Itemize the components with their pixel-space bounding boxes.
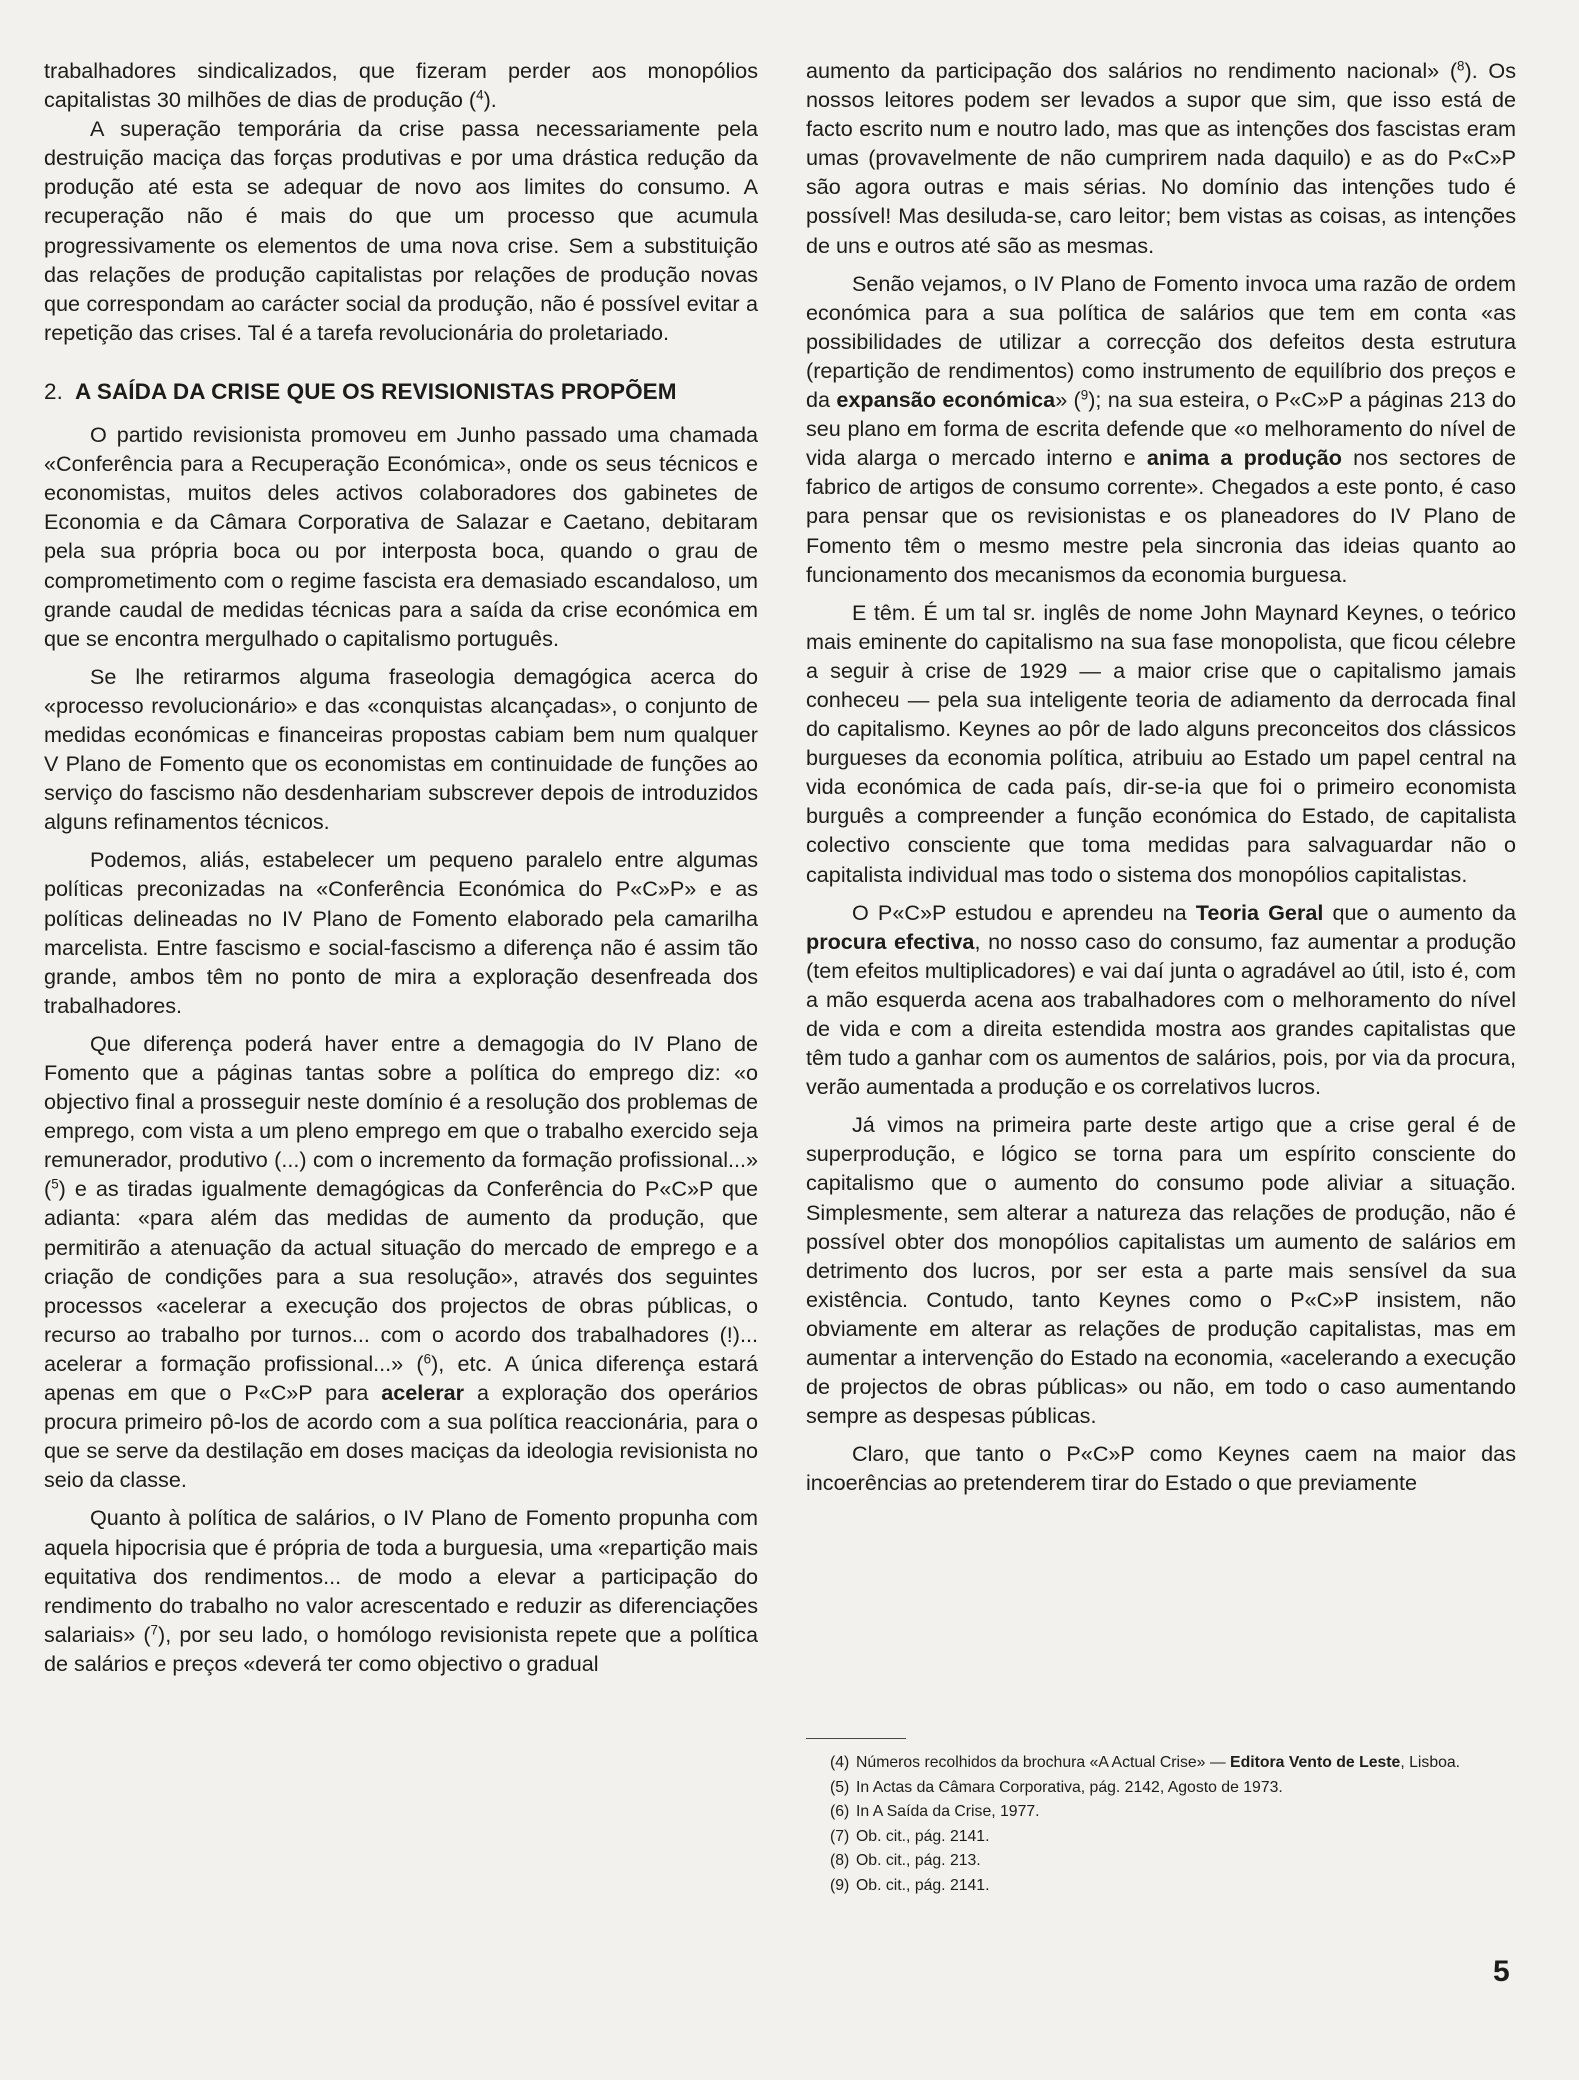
page-number: 5: [1493, 1955, 1510, 1988]
paragraph: Já vimos na primeira parte deste artigo que a crise geral é de superprodução, e lógico se torna para um espírito consciente do capitalismo que o aumento do consumo pode aliviar a situação. Simplesmente, sem alterar a natureza das relações de produção, não é possível obter dos monopólios capitalistas um aumento de salários em detrimento dos lucros, por ser esta a parte mais sensível da sua existência. Contudo, tanto Keynes como o P«C»P insistem, não obviamente em alterar as relações de produção capitalistas, mas em aumentar a intervenção do Estado na economia, «acelerando a execução de projectos de obras públicas» ou não, em todo o caso aumentando sempre as despesas públicas.: [806, 1112, 1516, 1429]
footnote-divider: [806, 1738, 906, 1739]
footnote-ref[interactable]: 7: [150, 1622, 158, 1638]
right-column: [806, 56, 1516, 1498]
paragraph: Podemos, aliás, estabelecer um pequeno paralelo entre algumas políticas preconizadas na «Conferência Económica do P«C»P» e as políticas delineadas no IV Plano de Fomento elaborado pela camarilha marcelista. Entre fascismo e social-fascismo a diferença não é assim tão grande, ambos têm no ponto de mira a exploração desenfreada dos trabalhadores.: [44, 847, 758, 1018]
footnote-ref[interactable]: 9: [1080, 387, 1089, 403]
paragraph: Senão vejamos, o IV Plano de Fomento invoca uma razão de ordem económica para a sua política de salários que tem em conta «as possibilidades de utilizar a correcção dos defeitos desta estrutura (repartição de rendimentos) como instrumento de equilíbrio dos preços e da expansão económica» ($^9$); na sua esteira, o P«C»P a páginas 213 do seu plano em forma de escrita defende que «o melhoramento do nível de vida alarga o mercado interno e anima a produção nos sectores de fabrico de artigos de consumo corrente». Chegados a este ponto, é caso para pensar que os revisionistas e os planeadores do IV Plano de Fomento têm o mesmo mestre pela sincronia das ideias quanto ao funcionamento dos mecanismos da economia burguesa.: [806, 270, 1516, 587]
footnote-ref[interactable]: 5: [51, 1177, 59, 1193]
paragraph: aumento da participação dos salários no rendimento nacional» ($^8$). Os nossos leitores podem ser levados a supor que sim, que isso está de facto escrito num e noutro lado, mas que as intenções dos fascistas eram umas (provavelmente de não cumprirem nada daquilo) e as do P«C»P são agora outras e mais sérias. No domínio das intenções tudo é possível! Mas desiluda-se, caro leitor; bem vistas as coisas, as intenções de uns e outros até são as mesmas.: [806, 58, 1516, 258]
paragraph: O P«C»P estudou e aprendeu na Teoria Geral que o aumento da procura efectiva, no nosso caso do consumo, faz aumentar a produção (tem efeitos multiplicadores) e vai daí junta o agradável ao útil, isto é, com a mão esquerda acena aos trabalhadores com o melhoramento do nível de vida e com a direita estendida mostra aos grandes capitalistas que têm tudo a ganhar com os aumentos de salários, pois, por via da procura, verão aumentada a produção e os correlativos lucros.: [806, 899, 1517, 1100]
paragraph: Claro, que tanto o P«C»P como Keynes caem na maior das incoerências ao pretenderem tirar do Estado o que previamente: [806, 1441, 1516, 1496]
section-number: 2.: [44, 378, 63, 404]
section-title: A SAÍDA DA CRISE QUE OS REVISIONISTAS PROPÕEM: [74, 378, 677, 404]
footnote-ref[interactable]: 6: [423, 1351, 432, 1367]
emphasis: expansão económica: [836, 387, 1056, 413]
footnote-ref[interactable]: 4: [476, 87, 484, 103]
left-column: [44, 56, 758, 1678]
footnote: (8) Ob. cit., pág. 213.: [830, 1852, 981, 1870]
footnote: (6) In A Saída da Crise, 1977.: [830, 1803, 1040, 1821]
paragraph: E têm. É um tal sr. inglês de nome John Maynard Keynes, o teórico mais eminente do capitalismo na sua fase monopolista, que ficou célebre a seguir à crise de 1929 — a maior crise que o capitalismo jamais conheceu — pela sua inteligente teoria de adiamento da derrocada final do capitalismo. Keynes ao pôr de lado alguns preconceitos dos clássicos burgueses da economia política, atribuiu ao Estado um papel central na vida económica de cada país, dir-se-ia que foi o primeiro economista burguês a compreender a função económica do Estado, de capitalista colectivo consciente que toma medidas para salvaguardar não o capitalista individual mas todo o sistema dos monopólios capitalistas.: [806, 599, 1516, 887]
emphasis: anima a produção: [1146, 445, 1342, 471]
paragraph: Quanto à política de salários, o IV Plano de Fomento propunha com aquela hipocrisia que é própria de toda a burguesia, uma «repartição mais equitativa dos rendimentos... de modo a elevar a participação do rendimento do trabalho no valor acrescentado e reduzir as diferenciações salariais» ($^7$), por seu lado, o homólogo revisionista repete que a política de salários e preços «deverá ter como objectivo o gradual: [44, 1505, 758, 1676]
footnote: (5) In Actas da Câmara Corporativa, pág. 2142, Agosto de 1973.: [830, 1778, 1283, 1796]
paragraph: O partido revisionista promoveu em Junho passado uma chamada «Conferência para a Recuperação Económica», onde os seus técnicos e economistas, muitos deles activos colaboradores dos gabinetes de Economia e da Câmara Corporativa de Salazar e Caetano, debitaram pela sua própria boca ou por interposta boca, quando o grau de comprometimento com o regime fascista era demasiado escandaloso, um grande caudal de medidas técnicas para a saída da crise económica em que se encontra mergulhado o capitalismo português.: [44, 422, 758, 651]
paragraph: A superação temporária da crise passa necessariamente pela destruição maciça das forças produtivas e por uma drástica redução da produção até esta se adequar de novo aos limites do consumo. A recuperação não é mais do que um processo que acumula progressivamente os elementos de uma nova crise. Sem a substituição das relações de produção capitalistas por relações de produção novas que correspondam ao carácter social da produção, não é possível evitar a repetição das crises. Tal é a tarefa revolucionária do proletariado.: [44, 116, 758, 345]
footnote: (9) Ob. cit., pág. 2141.: [830, 1876, 990, 1894]
emphasis: acelerar: [381, 1380, 465, 1406]
paragraph: Que diferença poderá haver entre a demagogia do IV Plano de Fomento que a páginas tantas sobre a política do emprego diz: «o objectivo final a prosseguir neste domínio é a resolução dos problemas de emprego, com vista a um pleno emprego em que o trabalho exercido seja remunerador, produtivo (...) com o incremento da formação profissional...» ($^5$) e as tiradas igualmente demagógicas da Conferência do P«C»P que adianta: «para além das medidas de aumento da produção, que permitirão a atenuação da actual situação do mercado de emprego e a criação de condições para a sua resolução», através dos seguintes processos «acelerar a execução dos projectos de obras públicas, o recurso ao trabalho por turnos... com o acordo dos trabalhadores (!)... acelerar a formação profissional...» ($^6$), etc. A única diferença estará apenas em que o P«C»P para acelerar a exploração dos operários procura primeiro pô-los de acordo com a sua política reaccionária, para o que se serve da destilação em doses maciças da ideologia revisionista no seio da classe.: [44, 1030, 758, 1493]
paragraph: Se lhe retirarmos alguma fraseologia demagógica acerca do «processo revolucionário» e das «conquistas alcançadas», o conjunto de medidas económicas e financeiras propostas cabiam bem num qualquer V Plano de Fomento que os economistas em continuidade de funções ao serviço do fascismo não desdenhariam subscrever depois de introduzidos alguns refinamentos técnicos.: [44, 663, 758, 835]
paragraph: trabalhadores sindicalizados, que fizeram perder aos monopólios capitalistas 30 milhões de dias de produção ($^4$).: [44, 58, 758, 113]
section-heading: [44, 377, 758, 406]
footnotes: [806, 1751, 1516, 1899]
emphasis: procura efectiva: [806, 928, 975, 954]
emphasis: Teoria Geral: [1195, 899, 1324, 925]
footnote: (7) Ob. cit., pág. 2141.: [830, 1827, 990, 1845]
footnote: (4) Números recolhidos da brochura «A Actual Crise» — Editora Vento de Leste, Lisboa.: [830, 1754, 1461, 1771]
footnote-ref[interactable]: 8: [1457, 58, 1465, 74]
